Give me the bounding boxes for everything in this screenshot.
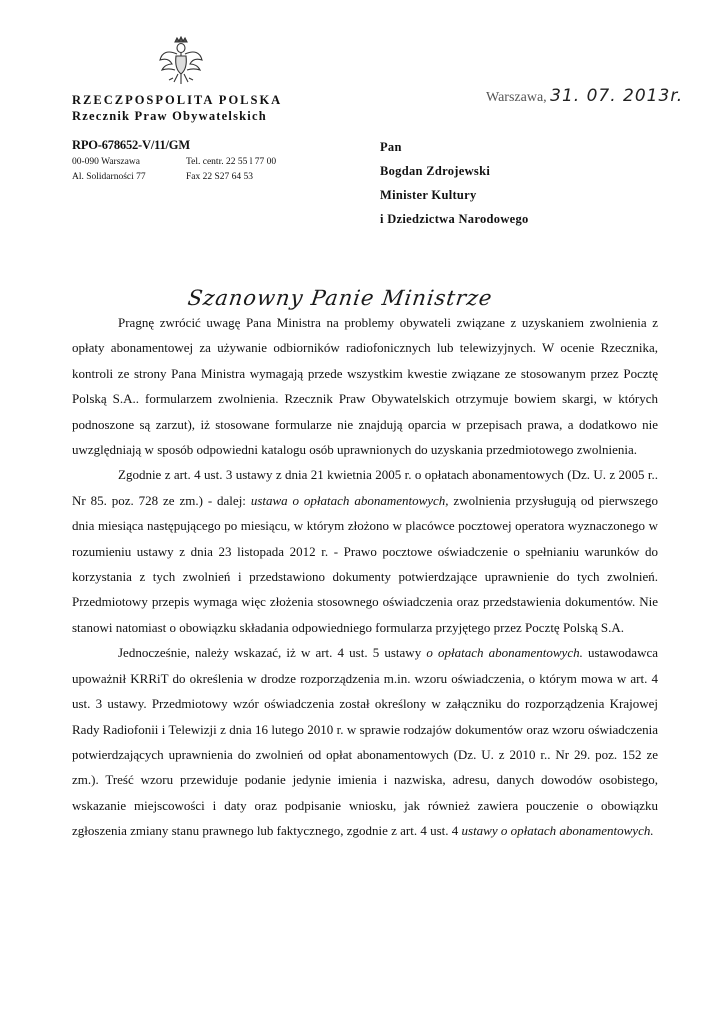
text-run: ustawodawca upoważnił KRRiT do określenia w drodze rozporządzenia m.in. wzoru oświadczenia, o którym mowa w art. 4 ust. 3 ustawy. Przedmiotowy wzór oświadczenia został określony w załączniku do rozporządzenia Krajowej Rady Radiofonii i Telewizji z dnia 16 lutego 2010 r. w sprawie rodzajów dokumentów oraz wzoru oświadczenia potwierdzających uprawnienia do zwolnień od opłat abonamentowych (Dz. U. z 2010 r.. Nr 29. poz. 152 ze zm.). Treść wzoru przewiduje podanie jedynie imienia i nazwiska, adresu, danych dowodów osobistego, wskazanie miejscowości i daty oraz podpisanie wniosku, jak również zawiera pouczenie o obowiązku zgłoszenia zmiany stanu prawnego lub faktycznego, zgodnie z art. 4 ust. 4 — [72, 645, 659, 839]
org-office: Rzecznik Praw Obywatelskich — [72, 109, 267, 123]
addressee-block — [380, 135, 529, 231]
text-run: Zgodnie z art. 4 ust. 3 ustawy z dnia 21 kwietnia 2005 r. o opłatach abonamentowych (Dz. U. z 2005 r.. Nr 85. poz. 728 ze zm.) - dalej: — [72, 467, 658, 508]
italic-act-name: ustawy o opłatach abonamentowych. — [461, 823, 654, 839]
street-postal: 00-090 Warszawa — [72, 157, 140, 167]
paragraph-3 — [72, 640, 658, 843]
paragraph-1: Pragnę zwrócić uwagę Pana Ministra na problemy obywateli związane z uzyskaniem zwolnienia z opłaty abonamentowej za używanie odbiorników radiofonicznych lub telewizyjnych. W ocenie Rzecznika, kontroli ze strony Pana Ministra wymagają przede wszystkim kwestie związane ze stosowanym przez Pocztę Polską S.A.. formularzem zwolnienia. Rzecznik Praw Obywatelskich otrzymuje bowiem skargi, w których podnoszone są zarzut), iż stosowane formularze nie znajdują oparcia w przepisach prawa, a dodatkowo nie uwzględniają w sposób odpowiedni katalogu osób uprawnionych do uzyskania przedmiotowego zwolnienia. — [72, 315, 658, 458]
handwritten-date: 31. 07. 2013r. — [550, 86, 684, 106]
sender-organization — [72, 92, 282, 124]
paragraph-2 — [72, 462, 658, 640]
addressee-position: Minister Kultury — [380, 188, 477, 202]
handwritten-salutation: Szanowny Panie Ministrze — [186, 286, 495, 310]
contact-block — [72, 155, 276, 185]
italic-act-name: o opłatach abonamentowych. — [426, 645, 583, 661]
place-date — [486, 86, 683, 106]
place: Warszawa, — [486, 90, 547, 105]
contact-row — [72, 155, 276, 170]
addressee-title: Pan — [380, 140, 402, 154]
reference-number: RPO-678652-V/11/GM — [72, 138, 190, 152]
addressee-position-cont: i Dziedzictwa Narodowego — [380, 212, 529, 226]
addressee-name: Bogdan Zdrojewski — [380, 164, 491, 178]
italic-act-name: ustawa o opłatach abonamentowych, — [250, 492, 449, 508]
letter-body — [72, 310, 658, 844]
text-run: zwolnienia przysługują od pierwszego dnia miesiąca następującego po miesiącu, w którym złożono w placówce pocztowej operatora wyznaczonego w rozumieniu ustawy z dnia 23 listopada 2012 r. - Prawo pocztowe oświadczenie o spełnianiu warunków do korzystania z tych zwolnień i przedstawiono dokumenty potwierdzające uprawnienie do tych zwolnień. Przedmiotowy przepis wymaga więc złożenia stosownego oświadczenia oraz przedstawienia dokumentów. Nie stanowi natomiast o obowiązku składania odpowiedniego formularza przyjętego przez Pocztę Polską S.A. — [72, 492, 658, 635]
org-name: RZECZPOSPOLITA POLSKA — [72, 93, 283, 107]
text-run: Jednocześnie, należy wskazać, iż w art. 4 ust. 5 ustawy — [118, 645, 427, 661]
polish-eagle-emblem-icon — [158, 36, 204, 86]
phone: Tel. centr. 22 55 l 77 00 — [186, 157, 277, 167]
fax: Fax 22 S27 64 53 — [186, 172, 254, 182]
contact-row — [72, 170, 276, 185]
street-address: Al. Solidarności 77 — [72, 172, 146, 182]
